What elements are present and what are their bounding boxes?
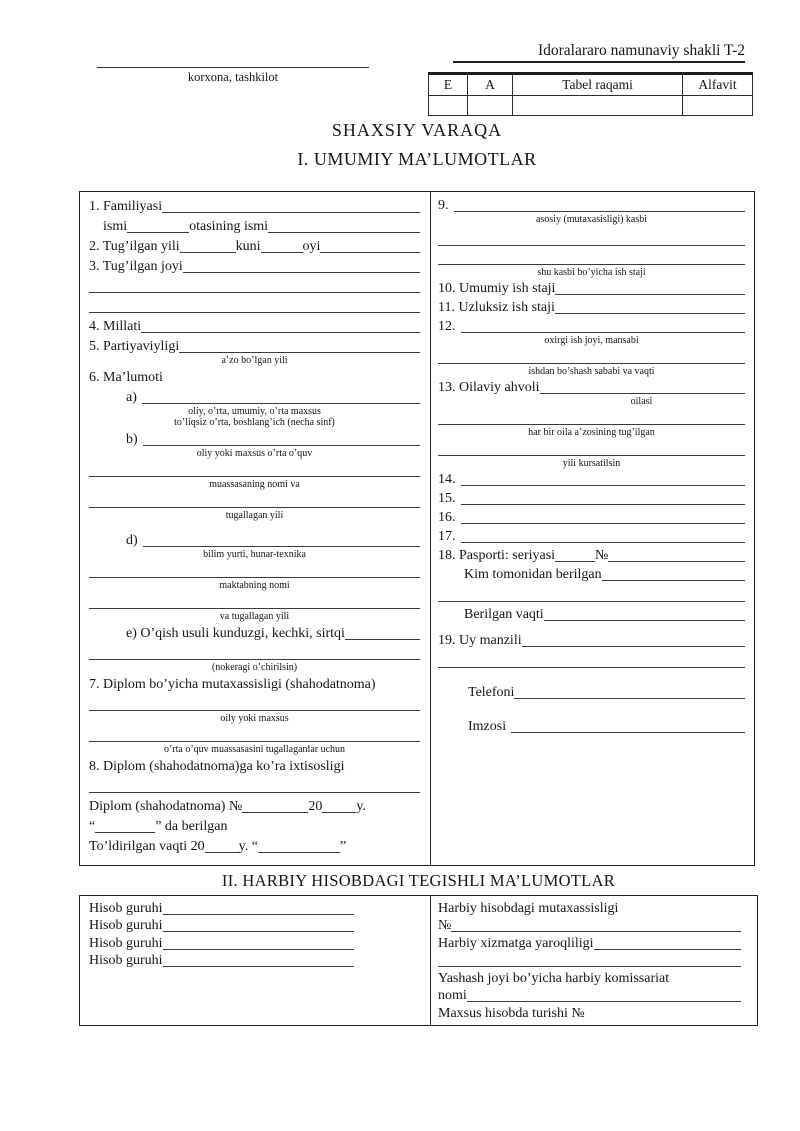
field-malumoti-d [89,530,420,550]
caption-nokeragi-ochirilsin: (nokeragi o’chirilsin) [211,662,298,673]
general-info-table [79,191,755,866]
field-umumiy-staji [438,279,745,298]
label-ismi: ismi [103,219,128,234]
kasbi-extra-row [438,249,745,268]
oxirgi-ish-fill-line-2[interactable] [438,363,745,364]
kasbi-fill-line-2[interactable] [438,245,745,246]
diplom-number-fill-line[interactable] [242,812,308,813]
field-diplom-mutaxassisligi [89,674,420,694]
label-17: 17. [438,529,456,544]
caption-va-tugallagan-yili: va tugallagan yili [219,611,290,622]
label-berilgan-vaqti: Berilgan vaqti [464,607,544,622]
label-oqish-usuli: e) O’qish usuli kunduzgi, kechki, sirtqi [126,626,345,641]
hisob-guruhi-fill-line-2[interactable] [163,931,355,932]
caption-oliy-yoki-maxsus: oliy yoki maxsus o’rta o’quv [196,448,313,459]
label-malumoti: 6. Ma’lumoti [89,370,163,385]
label-partiyaviyligi: 5. Partiyaviyligi [89,339,180,354]
organization-block [97,40,369,85]
field-17 [438,527,745,546]
kasbi-extra-row [438,230,745,249]
col-tabel-cell[interactable] [513,96,683,116]
millati-fill-line[interactable] [141,332,420,333]
field-berilgan-vaqti [438,605,745,624]
field-hisob-guruhi-4 [89,953,354,971]
tabel-header-row [429,74,753,96]
pasport-no-fill-line[interactable] [608,561,745,562]
oqish-usuli-fill-line[interactable] [345,639,420,640]
label-d: d) [126,533,138,548]
field-yaroqliligi [438,935,741,953]
caption-ishdan-boshash: ishdan bo’shash sababi va vaqti [528,366,655,377]
tugilgan-joyi-fill-line[interactable] [183,272,420,273]
label-imzosi: Imzosi [468,719,507,734]
malumoti-d-extra-row [89,592,420,612]
field-oxirgi-ish-joyi [438,317,745,336]
field-uzluksiz-staji [438,298,745,317]
tugilgan-joyi-fill-line-2[interactable] [89,292,420,293]
label-15: 15. [438,491,456,506]
field-komissariat [438,970,741,988]
label-16: 16. [438,510,456,525]
field-da-berilgan [89,816,420,836]
label-toldirilgan-vaqti: To’ldirilgan vaqti 20 [89,839,205,854]
uy-manzili-fill-line[interactable] [522,646,745,647]
caption-asosiy-kasbi: asosiy (mutaxasisligi) kasbi [535,214,648,225]
field-komissariat-nomi [438,988,741,1006]
malumoti-d-fill-line-3[interactable] [89,608,420,609]
label-tugilgan-yili: 2. Tug’ilgan yili [89,239,180,254]
caption-maktabning-nomi: maktabning nomi [219,580,290,591]
umumiy-staji-fill-line[interactable] [555,294,745,295]
caption-oily-yoki-maxsus: oily yoki maxsus [220,713,289,724]
label-pasport-seriyasi: 18. Pasporti: seriyasi [438,548,556,563]
col-alfavit-header: Alfavit [683,74,753,96]
label-a: a) [126,390,137,405]
label-yaroqliligi: Harbiy xizmatga yaroqliligi [438,935,594,951]
toldirilgan-fill-line[interactable] [258,852,340,853]
section2-title: II. HARBIY HISOBDAGI TEGISHLI MA’LUMOTLAR [221,871,616,890]
imzosi-fill-line[interactable] [511,732,745,733]
label-da-berilgan: ” da berilgan [155,819,228,834]
field-imzosi [438,716,745,736]
uy-manzili-extra-row [438,650,745,671]
label-hisob-guruhi: Hisob guruhi [89,953,163,968]
field-familiyasi [89,196,420,216]
label-diplom-mutaxassisligi: 7. Diplom bo’yicha mutaxassisligi (shahodatnoma) [89,677,376,692]
yili-fill-line[interactable] [180,252,236,253]
line-16[interactable] [461,523,746,524]
field-tugilgan-joyi [89,256,420,276]
label-familiyasi: 1. Familiyasi [89,199,163,214]
field-oilaviy-ahvoli [438,378,745,397]
label-diplom-y: y. [356,799,366,814]
label-diplom-ixtisosligi: 8. Diplom (shahodatnoma)ga ko’ra ixtisosligi [89,759,345,774]
malumoti-b-fill-line[interactable] [143,445,420,446]
label-hisob-guruhi: Hisob guruhi [89,935,163,951]
oilaviy-extra-row [438,408,745,428]
malumoti-d-fill-line-2[interactable] [89,577,420,578]
tabel-raqami-table [428,72,753,116]
label-hisob-guruhi: Hisob guruhi [89,900,163,916]
label-uzluksiz-staji: 11. Uzluksiz ish staji [438,300,555,315]
ismi-fill-line[interactable] [127,232,189,233]
field-maxsus-hisob [438,1005,741,1023]
oyi-fill-line[interactable] [320,252,420,253]
field-partiyaviyligi [89,336,420,356]
label-maxsus-hisob: Maxsus hisobda turishi № [438,1005,585,1021]
yaroqliligi-fill-line[interactable] [594,949,741,950]
otasining-ismi-fill-line[interactable] [268,232,420,233]
malumoti-d-fill-line[interactable] [143,546,420,547]
diplom-mutaxassisligi-fill-line[interactable] [89,710,420,711]
label-telefoni: Telefoni [468,685,515,700]
da-berilgan-fill-line[interactable] [95,832,155,833]
field-pasport [438,546,745,565]
field-millati [89,316,420,336]
military-right-column [431,896,757,1025]
uzluksiz-staji-fill-line[interactable] [555,313,745,314]
field-tugilgan-yili [89,236,420,256]
oilaviy-extra-row [438,439,745,459]
kasbi-fill-line-3[interactable] [438,264,745,265]
label-14: 14. [438,472,456,487]
field-uy-manzili [438,631,745,650]
label-open-quote: “ [89,819,96,834]
field-malumoti [89,367,420,387]
field-hisob-guruhi-1 [89,900,354,918]
field-14 [438,470,745,489]
oxirgi-ish-extra-row [438,347,745,367]
spacer [438,671,745,682]
field-hisob-guruhi-2 [89,918,354,936]
field-harbiy-no [438,918,741,936]
kasbi-fill-line[interactable] [454,211,746,212]
caption-yili-kursatilsin: yili kursatilsin [562,458,621,469]
oilaviy-fill-line-3[interactable] [438,455,745,456]
label-otasining-ismi: otasining ismi [189,219,269,234]
oilaviy-fill-line-2[interactable] [438,424,745,425]
telefoni-fill-line[interactable] [514,698,745,699]
label-harbiy-no: № [438,918,452,933]
col-e-cell[interactable] [429,96,468,116]
malumoti-b-extra-row [89,460,420,480]
field-16 [438,508,745,527]
label-umumiy-staji: 10. Umumiy ish staji [438,281,556,296]
line-15[interactable] [461,504,746,505]
page-title: SHAXSIY VARAQA [331,120,503,140]
oqish-usuli-fill-line-2[interactable] [89,659,420,660]
diplom-mutaxassisligi-row [89,694,420,714]
oxirgi-ish-joyi-fill-line[interactable] [461,332,746,333]
kim-fill-line-2[interactable] [438,601,745,602]
spacer [438,702,745,716]
kim-extra-row [438,584,745,605]
partiyaviyligi-fill-line[interactable] [179,352,420,353]
oilaviy-ahvoli-fill-line[interactable] [540,393,746,394]
field-kim-tomonidan [438,565,745,584]
col-tabel-header: Tabel raqami [513,74,683,96]
label-b: b) [126,432,138,447]
oqish-usuli-extra-row [89,643,420,663]
field-malumoti-b [89,429,420,449]
label-kim-tomonidan: Kim tomonidan berilgan [464,567,602,582]
col-a-cell[interactable] [468,96,513,116]
caption-azo-bolgan-yili: a’zo bo’lgan yili [221,355,288,366]
malumoti-b-extra-row [89,491,420,511]
col-e-header: E [429,74,468,96]
yaroqliligi-extra-row [438,953,741,971]
label-diplom-20: 20 [308,799,323,814]
familiyasi-fill-line[interactable] [162,212,420,213]
field-telefoni [438,682,745,702]
caption-orta-oquv-muassasasini: o’rta o’quv muassasasini tugallaganlar uchun [163,744,346,755]
malumoti-a-fill-line[interactable] [142,403,420,404]
label-diplom-number: Diplom (shahodatnoma) № [89,799,243,814]
field-hisob-guruhi-3 [89,935,354,953]
general-right-column [431,192,754,865]
caption-shu-kasbi-staji: shu kasbi bo’yicha ish staji [537,267,646,278]
kim-tomonidan-fill-line[interactable] [602,580,745,581]
caption-muassasaning-nomi: muassasaning nomi va [209,479,300,490]
spacer [89,522,420,530]
general-left-column [80,192,431,865]
toldirilgan-year-fill-line[interactable] [205,852,239,853]
diplom-mutaxassisligi-row [89,725,420,745]
caption-oliy-orta: oliy, o’rta, umumiy, o’rta maxsus [188,406,321,417]
field-diplom-number [89,796,420,816]
field-oqish-usuli [89,623,420,643]
form-reference: Idoralararo namunaviy shakli T-2 [453,42,745,63]
caption-toliqsiz-orta: to’liqsiz o’rta, boshlang’ich (necha sinf) [174,417,335,428]
seriyasi-fill-line[interactable] [555,561,595,562]
label-millati: 4. Millati [89,319,142,334]
label-12: 12. [438,319,456,334]
label-9: 9. [438,198,449,213]
label-toldirilgan-y-quote: y. “ [238,839,258,854]
hisob-guruhi-fill-line-1[interactable] [163,914,355,915]
field-kasbi [438,196,745,215]
label-oilaviy-ahvoli: 13. Oilaviy ahvoli [438,380,540,395]
label-hisob-guruhi: Hisob guruhi [89,918,163,933]
field-harbiy-mutaxassisligi [438,900,741,918]
label-close-quote: ” [339,839,347,854]
label-kuni: kuni [235,239,261,254]
malumoti-b-fill-line-2[interactable] [89,476,420,477]
tugilgan-joyi-fill-line-3[interactable] [89,312,420,313]
military-info-table [79,895,758,1026]
caption-tugallagan-yili: tugallagan yili [225,510,284,521]
field-diplom-ixtisosligi [89,756,420,776]
organization-fill-line[interactable] [97,40,369,68]
diplom-ixtisosligi-row [89,776,420,796]
field-15 [438,489,745,508]
label-uy-manzili: 19. Uy manzili [438,633,522,648]
col-a-header: A [468,74,513,96]
section1-title: I. UMUMIY MA’LUMOTLAR [297,149,537,169]
col-alfavit-cell[interactable] [683,96,753,116]
harbiy-no-fill-line[interactable] [451,931,741,932]
caption-oxirgi-ish-joyi: oxirgi ish joyi, mansabi [544,335,639,346]
diplom-mutaxassisligi-fill-line-2[interactable] [89,741,420,742]
malumoti-d-extra-row [89,561,420,581]
label-tugilgan-joyi: 3. Tug’ilgan joyi [89,259,183,274]
organization-caption: korxona, tashkilot [187,70,279,84]
label-oyi: oyi [302,239,321,254]
field-malumoti-a [89,387,420,407]
field-toldirilgan-vaqti [89,836,420,856]
tugilgan-joyi-extra-row [89,296,420,316]
yaroqliligi-fill-line-2[interactable] [438,966,741,967]
hisob-guruhi-fill-line-3[interactable] [163,949,355,950]
uy-manzili-fill-line-2[interactable] [438,667,745,668]
caption-har-bir-oila: har bir oila a’zosining tug’ilgan [528,427,655,438]
malumoti-b-fill-line-3[interactable] [89,507,420,508]
label-harbiy-mutaxassisligi: Harbiy hisobdagi mutaxassisligi [438,900,619,916]
caption-oilasi: oilasi [630,396,653,407]
spacer [438,624,745,631]
diplom-year-fill-line[interactable] [322,812,356,813]
komissariat-nomi-fill-line[interactable] [467,1001,741,1002]
kuni-fill-line[interactable] [261,252,303,253]
line-14[interactable] [461,485,746,486]
label-nomi: nomi [438,988,467,1003]
berilgan-vaqti-fill-line[interactable] [544,620,745,621]
military-left-column [80,896,431,1025]
label-pasport-no: № [595,548,609,563]
caption-bilim-yurti: bilim yurti, hunar-texnika [203,549,306,560]
hisob-guruhi-fill-line-4[interactable] [163,966,355,967]
label-komissariat: Yashash joyi bo’yicha harbiy komissariat [438,970,670,986]
tabel-value-row [429,96,753,116]
line-17[interactable] [461,542,746,543]
field-ismi-otasining [89,216,420,236]
tugilgan-joyi-extra-row [89,276,420,296]
diplom-ixtisosligi-fill-line[interactable] [89,792,420,793]
